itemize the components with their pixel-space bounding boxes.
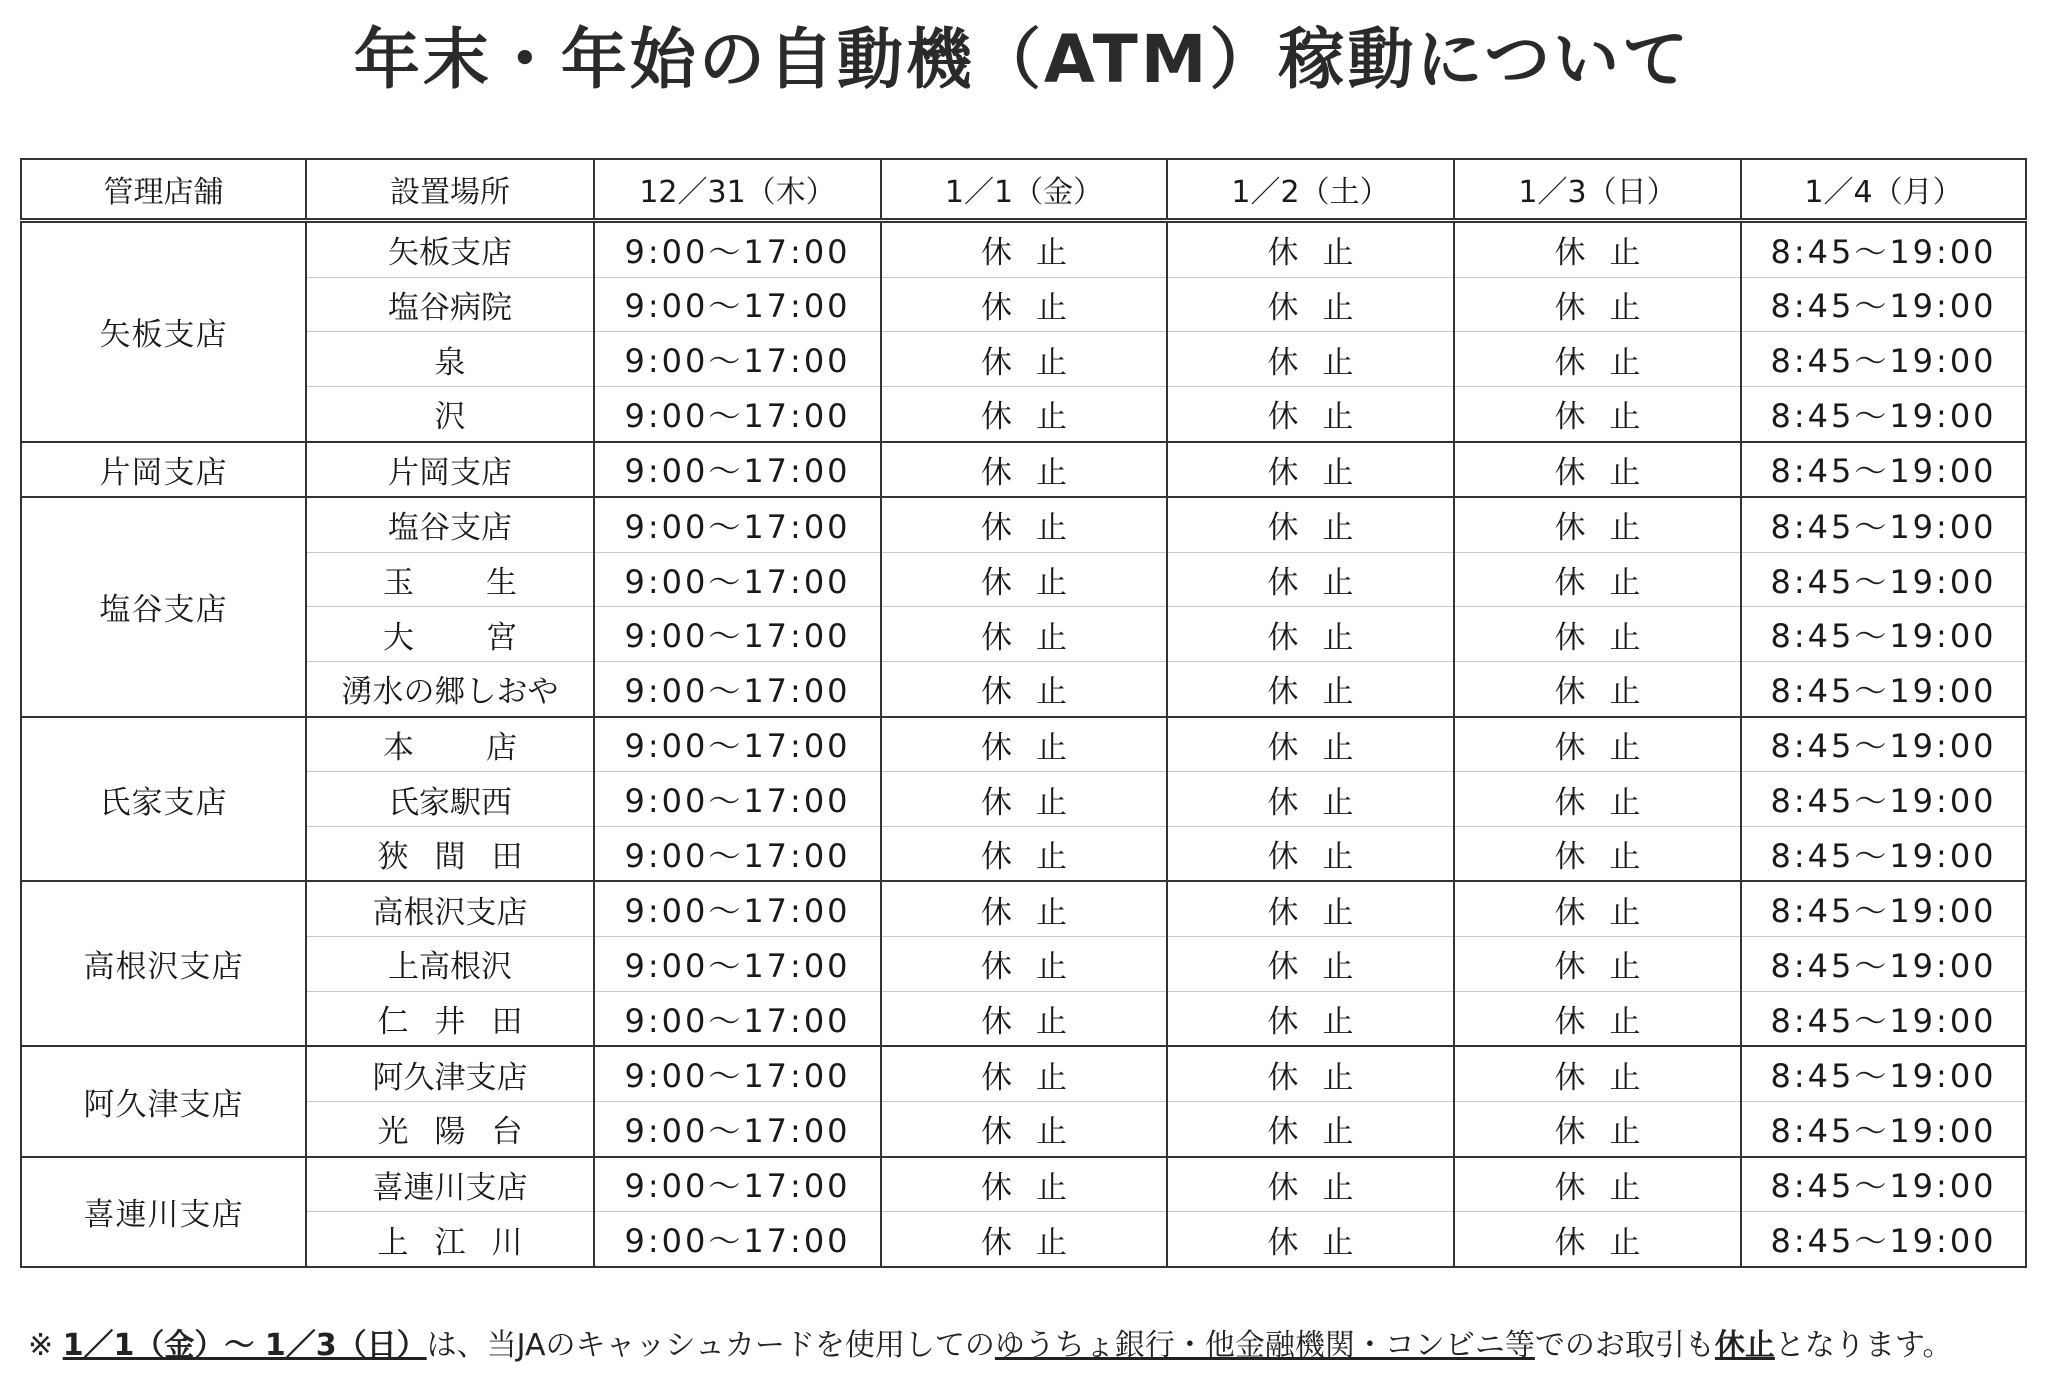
hours-cell: 休止 xyxy=(1454,1101,1741,1156)
location-cell: 本店 xyxy=(306,717,594,772)
column-header: 1／2（土） xyxy=(1167,159,1454,221)
table-row xyxy=(21,717,2026,772)
location-cell: 沢 xyxy=(306,386,594,441)
hours-cell: 休止 xyxy=(1167,937,1454,992)
hours-cell: 休止 xyxy=(1167,552,1454,607)
managing-branch-cell: 高根沢支店 xyxy=(21,881,306,1046)
hours-cell: 休止 xyxy=(881,332,1167,387)
column-header: 1／1（金） xyxy=(881,159,1167,221)
hours-cell: 休止 xyxy=(881,221,1167,278)
table-row xyxy=(21,221,2026,278)
managing-branch-cell: 片岡支店 xyxy=(21,442,306,498)
hours-cell: 休止 xyxy=(1167,662,1454,717)
managing-branch-cell: 氏家支店 xyxy=(21,717,306,882)
hours-cell: 8:45～19:00 xyxy=(1741,607,2026,662)
hours-cell: 休止 xyxy=(1454,662,1741,717)
hours-cell: 休止 xyxy=(881,772,1167,827)
hours-cell: 休止 xyxy=(1454,607,1741,662)
hours-cell: 休止 xyxy=(881,497,1167,552)
hours-cell: 休止 xyxy=(881,991,1167,1046)
hours-cell: 8:45～19:00 xyxy=(1741,772,2026,827)
hours-cell: 8:45～19:00 xyxy=(1741,332,2026,387)
hours-cell: 休止 xyxy=(1454,826,1741,881)
hours-cell: 8:45～19:00 xyxy=(1741,442,2026,498)
table-row xyxy=(21,1157,2026,1212)
location-cell: 狹間田 xyxy=(306,826,594,881)
hours-cell: 9:00～17:00 xyxy=(594,497,881,552)
hours-cell: 9:00～17:00 xyxy=(594,937,881,992)
hours-cell: 休止 xyxy=(1454,717,1741,772)
page-title: 年末・年始の自動機（ATM）稼動について xyxy=(353,21,1692,98)
hours-cell: 休止 xyxy=(1454,221,1741,278)
location-cell: 高根沢支店 xyxy=(306,881,594,936)
location-cell: 光陽台 xyxy=(306,1101,594,1156)
hours-cell: 休止 xyxy=(1167,442,1454,498)
hours-cell: 休止 xyxy=(1167,497,1454,552)
hours-cell: 8:45～19:00 xyxy=(1741,717,2026,772)
hours-cell: 休止 xyxy=(1454,1212,1741,1267)
hours-cell: 休止 xyxy=(1454,552,1741,607)
hours-cell: 休止 xyxy=(881,1046,1167,1101)
hours-cell: 休止 xyxy=(881,1212,1167,1267)
table-row xyxy=(21,826,2026,881)
location-cell: 玉生 xyxy=(306,552,594,607)
table-row xyxy=(21,442,2026,498)
hours-cell: 休止 xyxy=(881,662,1167,717)
hours-cell: 休止 xyxy=(1167,772,1454,827)
footnote-text: となります。 xyxy=(1774,1328,1953,1363)
hours-cell: 休止 xyxy=(1167,1046,1454,1101)
hours-cell: 休止 xyxy=(1167,881,1454,936)
hours-cell: 休止 xyxy=(881,277,1167,332)
column-header: 設置場所 xyxy=(306,159,594,221)
hours-cell: 8:45～19:00 xyxy=(1741,1046,2026,1101)
hours-cell: 8:45～19:00 xyxy=(1741,826,2026,881)
hours-cell: 9:00～17:00 xyxy=(594,1212,881,1267)
hours-cell: 休止 xyxy=(1454,937,1741,992)
location-cell: 仁井田 xyxy=(306,991,594,1046)
hours-cell: 9:00～17:00 xyxy=(594,1101,881,1156)
hours-cell: 休止 xyxy=(881,937,1167,992)
hours-cell: 8:45～19:00 xyxy=(1741,1157,2026,1212)
hours-cell: 休止 xyxy=(881,881,1167,936)
hours-cell: 8:45～19:00 xyxy=(1741,497,2026,552)
location-cell: 喜連川支店 xyxy=(306,1157,594,1212)
hours-cell: 休止 xyxy=(1167,1157,1454,1212)
hours-cell: 9:00～17:00 xyxy=(594,826,881,881)
hours-cell: 休止 xyxy=(881,1101,1167,1156)
hours-cell: 9:00～17:00 xyxy=(594,277,881,332)
hours-cell: 9:00～17:00 xyxy=(594,442,881,498)
location-cell: 大宮 xyxy=(306,607,594,662)
table-row xyxy=(21,881,2026,936)
hours-cell: 休止 xyxy=(1167,221,1454,278)
atm-schedule-table xyxy=(20,158,2027,1268)
footnote-text: でのお取引も xyxy=(1534,1328,1715,1363)
hours-cell: 8:45～19:00 xyxy=(1741,221,2026,278)
location-cell: 上高根沢 xyxy=(306,937,594,992)
table-row xyxy=(21,1212,2026,1267)
hours-cell: 9:00～17:00 xyxy=(594,607,881,662)
hours-cell: 休止 xyxy=(1167,386,1454,441)
hours-cell: 休止 xyxy=(881,717,1167,772)
hours-cell: 8:45～19:00 xyxy=(1741,937,2026,992)
footnote-mark: ※ xyxy=(28,1328,54,1363)
hours-cell: 9:00～17:00 xyxy=(594,552,881,607)
hours-cell: 9:00～17:00 xyxy=(594,1046,881,1101)
hours-cell: 休止 xyxy=(1167,332,1454,387)
table-row xyxy=(21,1101,2026,1156)
hours-cell: 9:00～17:00 xyxy=(594,386,881,441)
hours-cell: 休止 xyxy=(881,1157,1167,1212)
managing-branch-cell: 喜連川支店 xyxy=(21,1157,306,1267)
hours-cell: 9:00～17:00 xyxy=(594,1157,881,1212)
footnote-text: は、当JAのキャッシュカードを使用しての xyxy=(426,1328,995,1363)
location-cell: 湧水の郷しおや xyxy=(306,662,594,717)
managing-branch-cell: 阿久津支店 xyxy=(21,1046,306,1156)
table-row xyxy=(21,991,2026,1046)
footnote-suspended: 休止 xyxy=(1714,1328,1775,1363)
hours-cell: 休止 xyxy=(1167,1212,1454,1267)
location-cell: 塩谷支店 xyxy=(306,497,594,552)
hours-cell: 休止 xyxy=(1454,332,1741,387)
hours-cell: 9:00～17:00 xyxy=(594,662,881,717)
table-row xyxy=(21,1046,2026,1101)
footnote-services: ゆうちょ銀行・他金融機関・コンビニ等 xyxy=(994,1328,1535,1363)
managing-branch-cell: 塩谷支店 xyxy=(21,497,306,716)
managing-branch-cell: 矢板支店 xyxy=(21,221,306,442)
hours-cell: 休止 xyxy=(1454,772,1741,827)
hours-cell: 9:00～17:00 xyxy=(594,881,881,936)
hours-cell: 休止 xyxy=(1167,826,1454,881)
header-row xyxy=(21,159,2026,221)
hours-cell: 休止 xyxy=(1454,881,1741,936)
footnote xyxy=(28,1320,1953,1364)
hours-cell: 8:45～19:00 xyxy=(1741,552,2026,607)
hours-cell: 休止 xyxy=(1454,277,1741,332)
hours-cell: 休止 xyxy=(1454,442,1741,498)
hours-cell: 休止 xyxy=(881,386,1167,441)
hours-cell: 休止 xyxy=(881,607,1167,662)
hours-cell: 8:45～19:00 xyxy=(1741,1212,2026,1267)
hours-cell: 8:45～19:00 xyxy=(1741,881,2026,936)
hours-cell: 休止 xyxy=(1167,717,1454,772)
hours-cell: 9:00～17:00 xyxy=(594,772,881,827)
table-row xyxy=(21,607,2026,662)
location-cell: 塩谷病院 xyxy=(306,277,594,332)
location-cell: 片岡支店 xyxy=(306,442,594,498)
hours-cell: 9:00～17:00 xyxy=(594,717,881,772)
hours-cell: 9:00～17:00 xyxy=(594,332,881,387)
hours-cell: 休止 xyxy=(1454,386,1741,441)
hours-cell: 休止 xyxy=(1167,1101,1454,1156)
hours-cell: 休止 xyxy=(1167,277,1454,332)
column-header: 1／3（日） xyxy=(1454,159,1741,221)
footnote-period: 1／1（金）～ 1／3（日） xyxy=(62,1328,427,1363)
location-cell: 泉 xyxy=(306,332,594,387)
hours-cell: 休止 xyxy=(1167,991,1454,1046)
column-header: 1／4（月） xyxy=(1741,159,2026,221)
hours-cell: 休止 xyxy=(1454,1046,1741,1101)
hours-cell: 休止 xyxy=(881,826,1167,881)
table-row xyxy=(21,277,2026,332)
table-body xyxy=(21,221,2026,1268)
location-cell: 阿久津支店 xyxy=(306,1046,594,1101)
hours-cell: 休止 xyxy=(881,552,1167,607)
table-row xyxy=(21,662,2026,717)
hours-cell: 休止 xyxy=(1454,497,1741,552)
hours-cell: 休止 xyxy=(1167,607,1454,662)
hours-cell: 8:45～19:00 xyxy=(1741,277,2026,332)
table-row xyxy=(21,497,2026,552)
location-cell: 矢板支店 xyxy=(306,221,594,278)
location-cell: 上江川 xyxy=(306,1212,594,1267)
hours-cell: 8:45～19:00 xyxy=(1741,386,2026,441)
hours-cell: 休止 xyxy=(1454,1157,1741,1212)
column-header: 12／31（木） xyxy=(594,159,881,221)
table-row xyxy=(21,332,2026,387)
hours-cell: 9:00～17:00 xyxy=(594,991,881,1046)
table-row xyxy=(21,937,2026,992)
location-cell: 氏家駅西 xyxy=(306,772,594,827)
column-header: 管理店舗 xyxy=(21,159,306,221)
hours-cell: 8:45～19:00 xyxy=(1741,991,2026,1046)
hours-cell: 休止 xyxy=(881,442,1167,498)
hours-cell: 8:45～19:00 xyxy=(1741,662,2026,717)
table-row xyxy=(21,386,2026,441)
table-row xyxy=(21,772,2026,827)
table-row xyxy=(21,552,2026,607)
hours-cell: 9:00～17:00 xyxy=(594,221,881,278)
hours-cell: 休止 xyxy=(1454,991,1741,1046)
hours-cell: 8:45～19:00 xyxy=(1741,1101,2026,1156)
